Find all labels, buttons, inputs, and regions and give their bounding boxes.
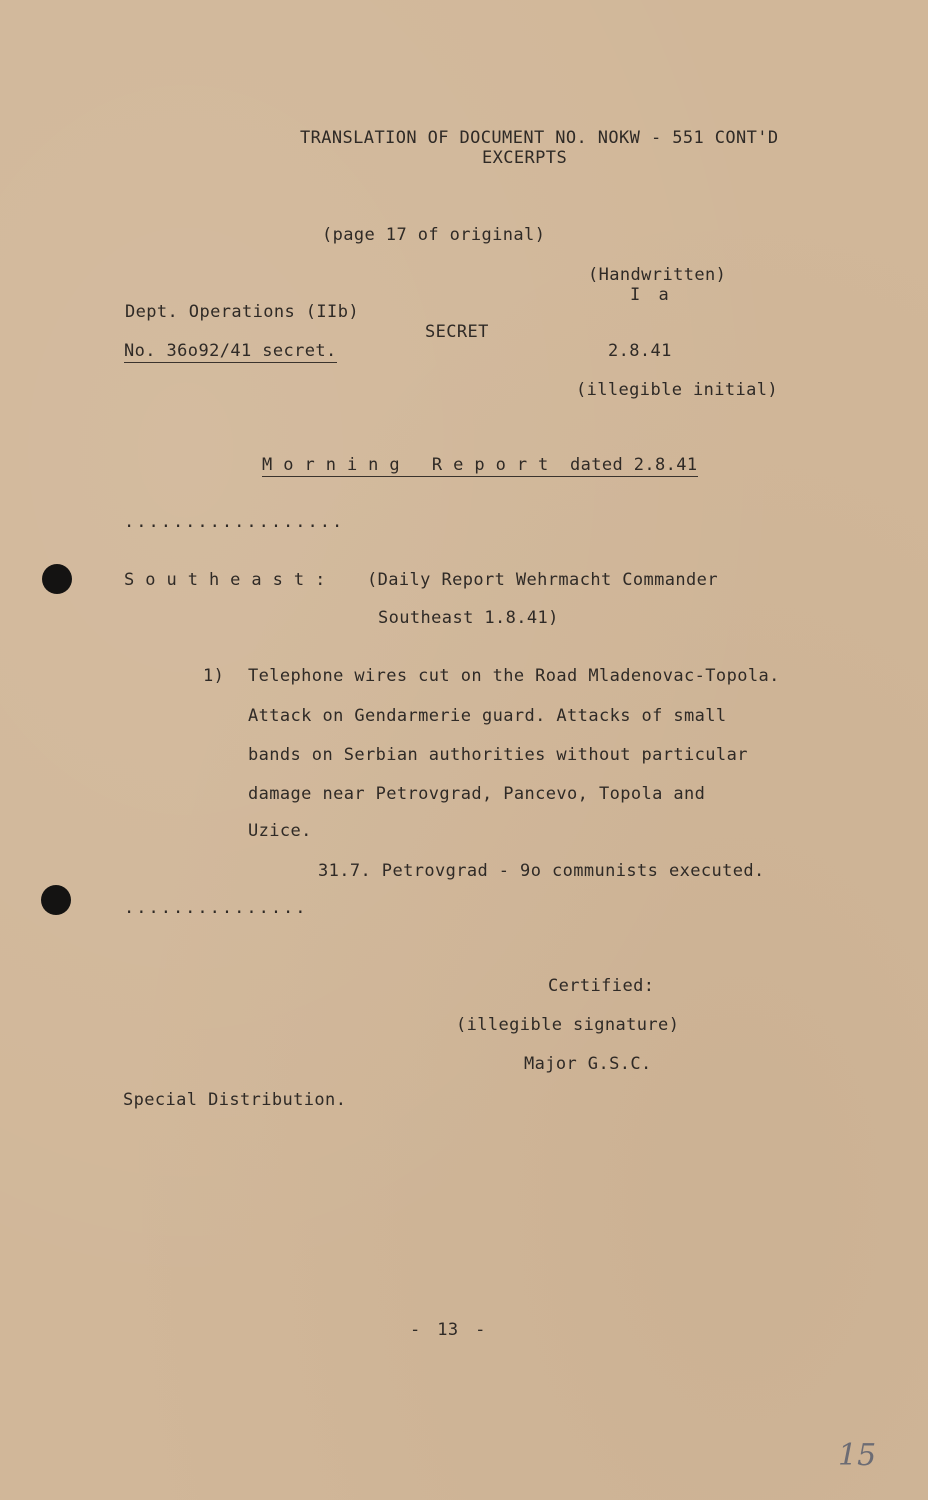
handwritten-mark: I a [630,285,673,305]
section-source-line1: (Daily Report Wehrmacht Commander [367,570,718,590]
dept-line: Dept. Operations (IIb) [125,302,359,322]
punch-hole-bottom [41,885,71,915]
classification: SECRET [425,322,489,342]
punch-hole-top [42,564,72,594]
execution-note: 31.7. Petrovgrad - 9o communists executed. [318,861,765,881]
report-title-date: dated 2.8.41 [569,455,698,475]
report-title [262,455,698,477]
item-line: Uzice. [248,821,312,841]
section-source-line2: Southeast 1.8.41) [378,608,559,628]
section-label: Southeast: [124,570,337,590]
item-line: Telephone wires cut on the Road Mladenovac-Topola. [248,666,780,686]
item-line: damage near Petrovgrad, Pancevo, Topola and [248,784,706,804]
page-number: - 13 - [410,1320,486,1340]
separator-top: .................. [124,512,345,532]
handwritten-page-number: 15 [838,1438,877,1473]
header-subtitle: EXCERPTS [482,148,568,168]
item-number: 1) [203,666,225,686]
item-line: bands on Serbian authorities without particular [248,745,748,765]
report-title-spaced: Morning Report [262,455,560,475]
signature: (illegible signature) [456,1015,680,1035]
handwritten-initial: (illegible initial) [576,380,779,400]
reference-number: No. 36o92/41 secret. [124,341,337,361]
handwritten-date: 2.8.41 [608,341,672,361]
certified-label: Certified: [548,976,655,996]
handwritten-label: (Handwritten) [588,265,727,285]
separator-bottom: ............... [124,898,308,918]
distribution-note: Special Distribution. [123,1090,347,1110]
header-title: TRANSLATION OF DOCUMENT NO. NOKW - 551 CONT'D [300,128,779,148]
page-reference: (page 17 of original) [322,225,546,245]
signer-rank: Major G.S.C. [524,1054,652,1074]
item-line: Attack on Gendarmerie guard. Attacks of small [248,706,727,726]
